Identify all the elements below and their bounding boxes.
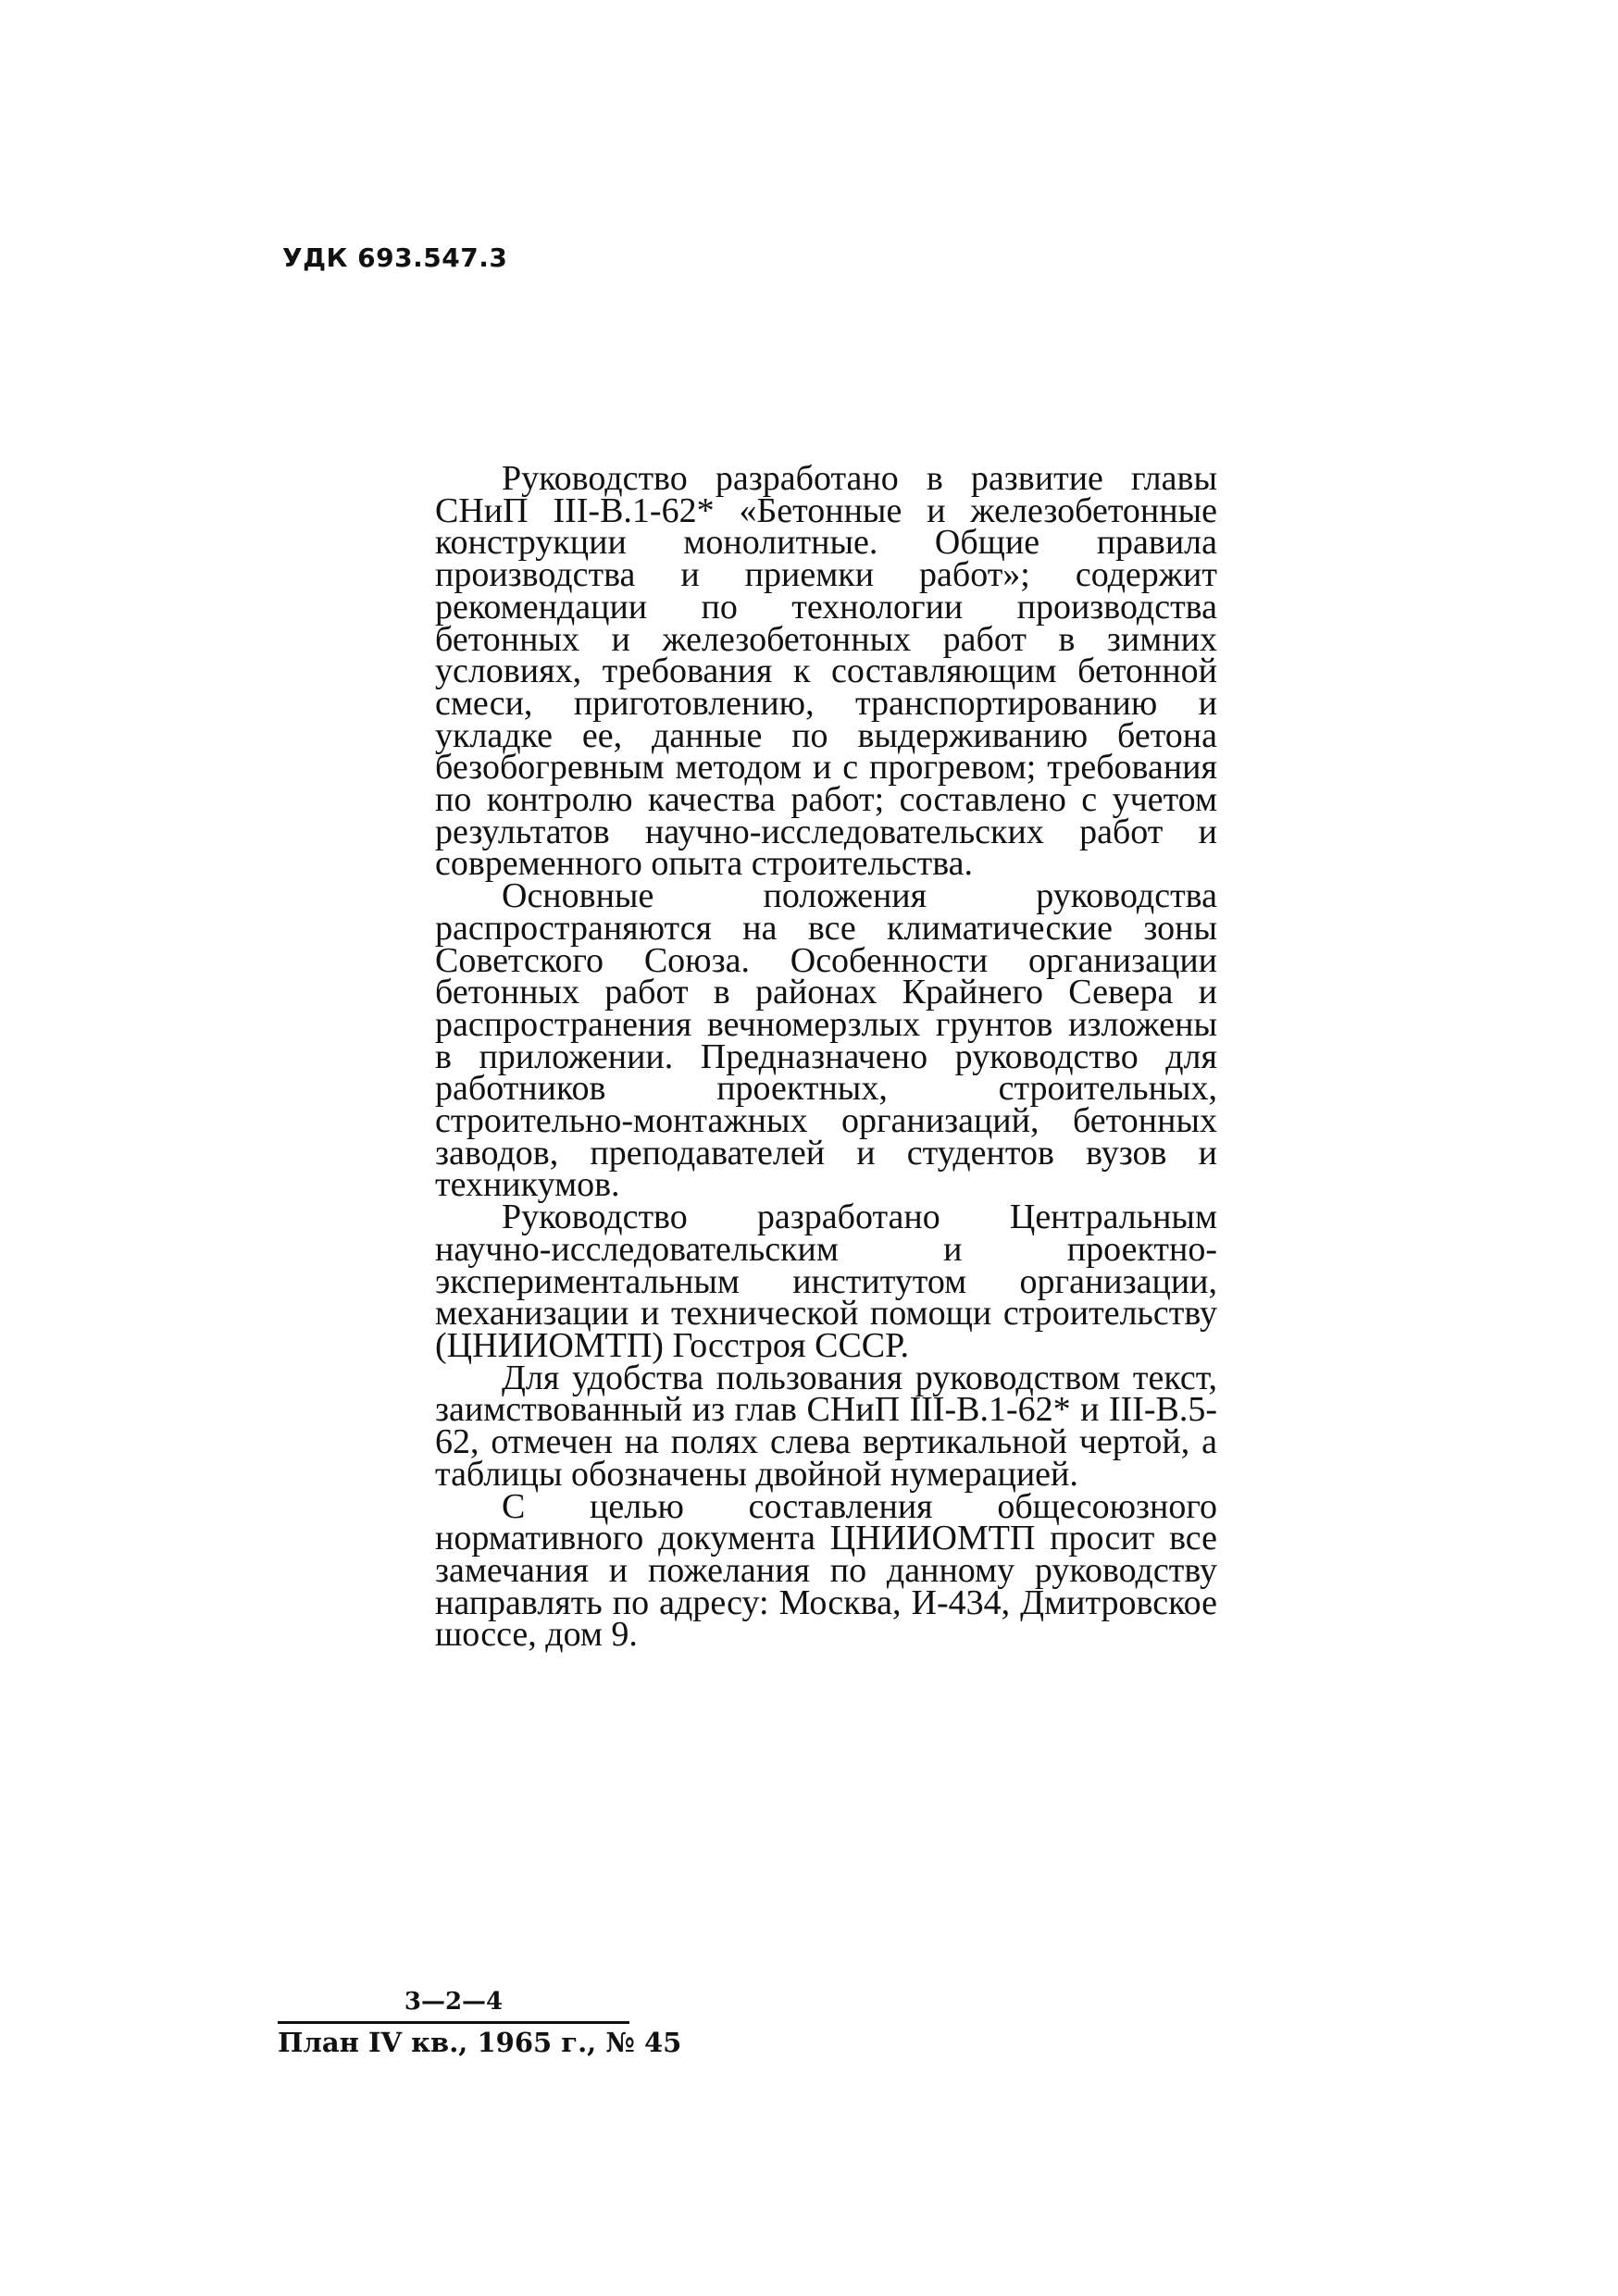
paragraph-2: Основные положения руководства распространяются на все климатические зоны Советского Союза. Особенности организации бетонных работ в районах Крайнего Севера и распространения вечномерзлых грунтов изложены в приложении. Предназначено руководство для работников проектных, строительных, строительно-монтажных организаций, бетонных заводов, преподавателей и студентов вузов и техникумов.	[435, 876, 1217, 1205]
footer-divider	[278, 2021, 629, 2024]
annotation-text	[435, 459, 1217, 1655]
publication-plan: План IV кв., 1965 г., № 45	[278, 2027, 682, 2058]
paragraph-5: С целью составления общесоюзного нормативного документа ЦНИИОМТП просит все замечания и пожелания по данному руководству направлять по адресу: Москва, И-434, Дмитровское шоссе, дом 9.	[435, 1486, 1217, 1655]
paragraph-1: Руководство разработано в развитие главы СНиП III-В.1-62* «Бетонные и железобетонные конструкции монолитные. Общие правила производства и приемки работ»; содержит рекомендации по технологии производства бетонных и железобетонных работ в зимних условиях, требования к составляющим бетонной смеси, приготовлению, транспортированию и укладке ее, данные по выдерживанию бетона безобогревным методом и с прогревом; требования по контролю качества работ; составлено с учетом результатов научно-исследовательских работ и современного опыта строительства.	[435, 459, 1217, 884]
paragraph-3: Руководство разработано Центральным научно-исследовательским и проектно-экспериментальным институтом организации, механизации и технической помощи строительству (ЦНИИОМТП) Госстроя СССР.	[435, 1198, 1217, 1365]
publication-code: 3—2—4	[404, 1988, 504, 2016]
paragraph-4: Для удобства пользования руководством текст, заимствованный из глав СНиП III-В.1-62* и III-В.5-62, отмечен на полях слева вертикальной чертой, а таблицы обозначены двойной нумерацией.	[435, 1358, 1217, 1494]
udk-code: УДК 693.547.3	[282, 242, 508, 273]
